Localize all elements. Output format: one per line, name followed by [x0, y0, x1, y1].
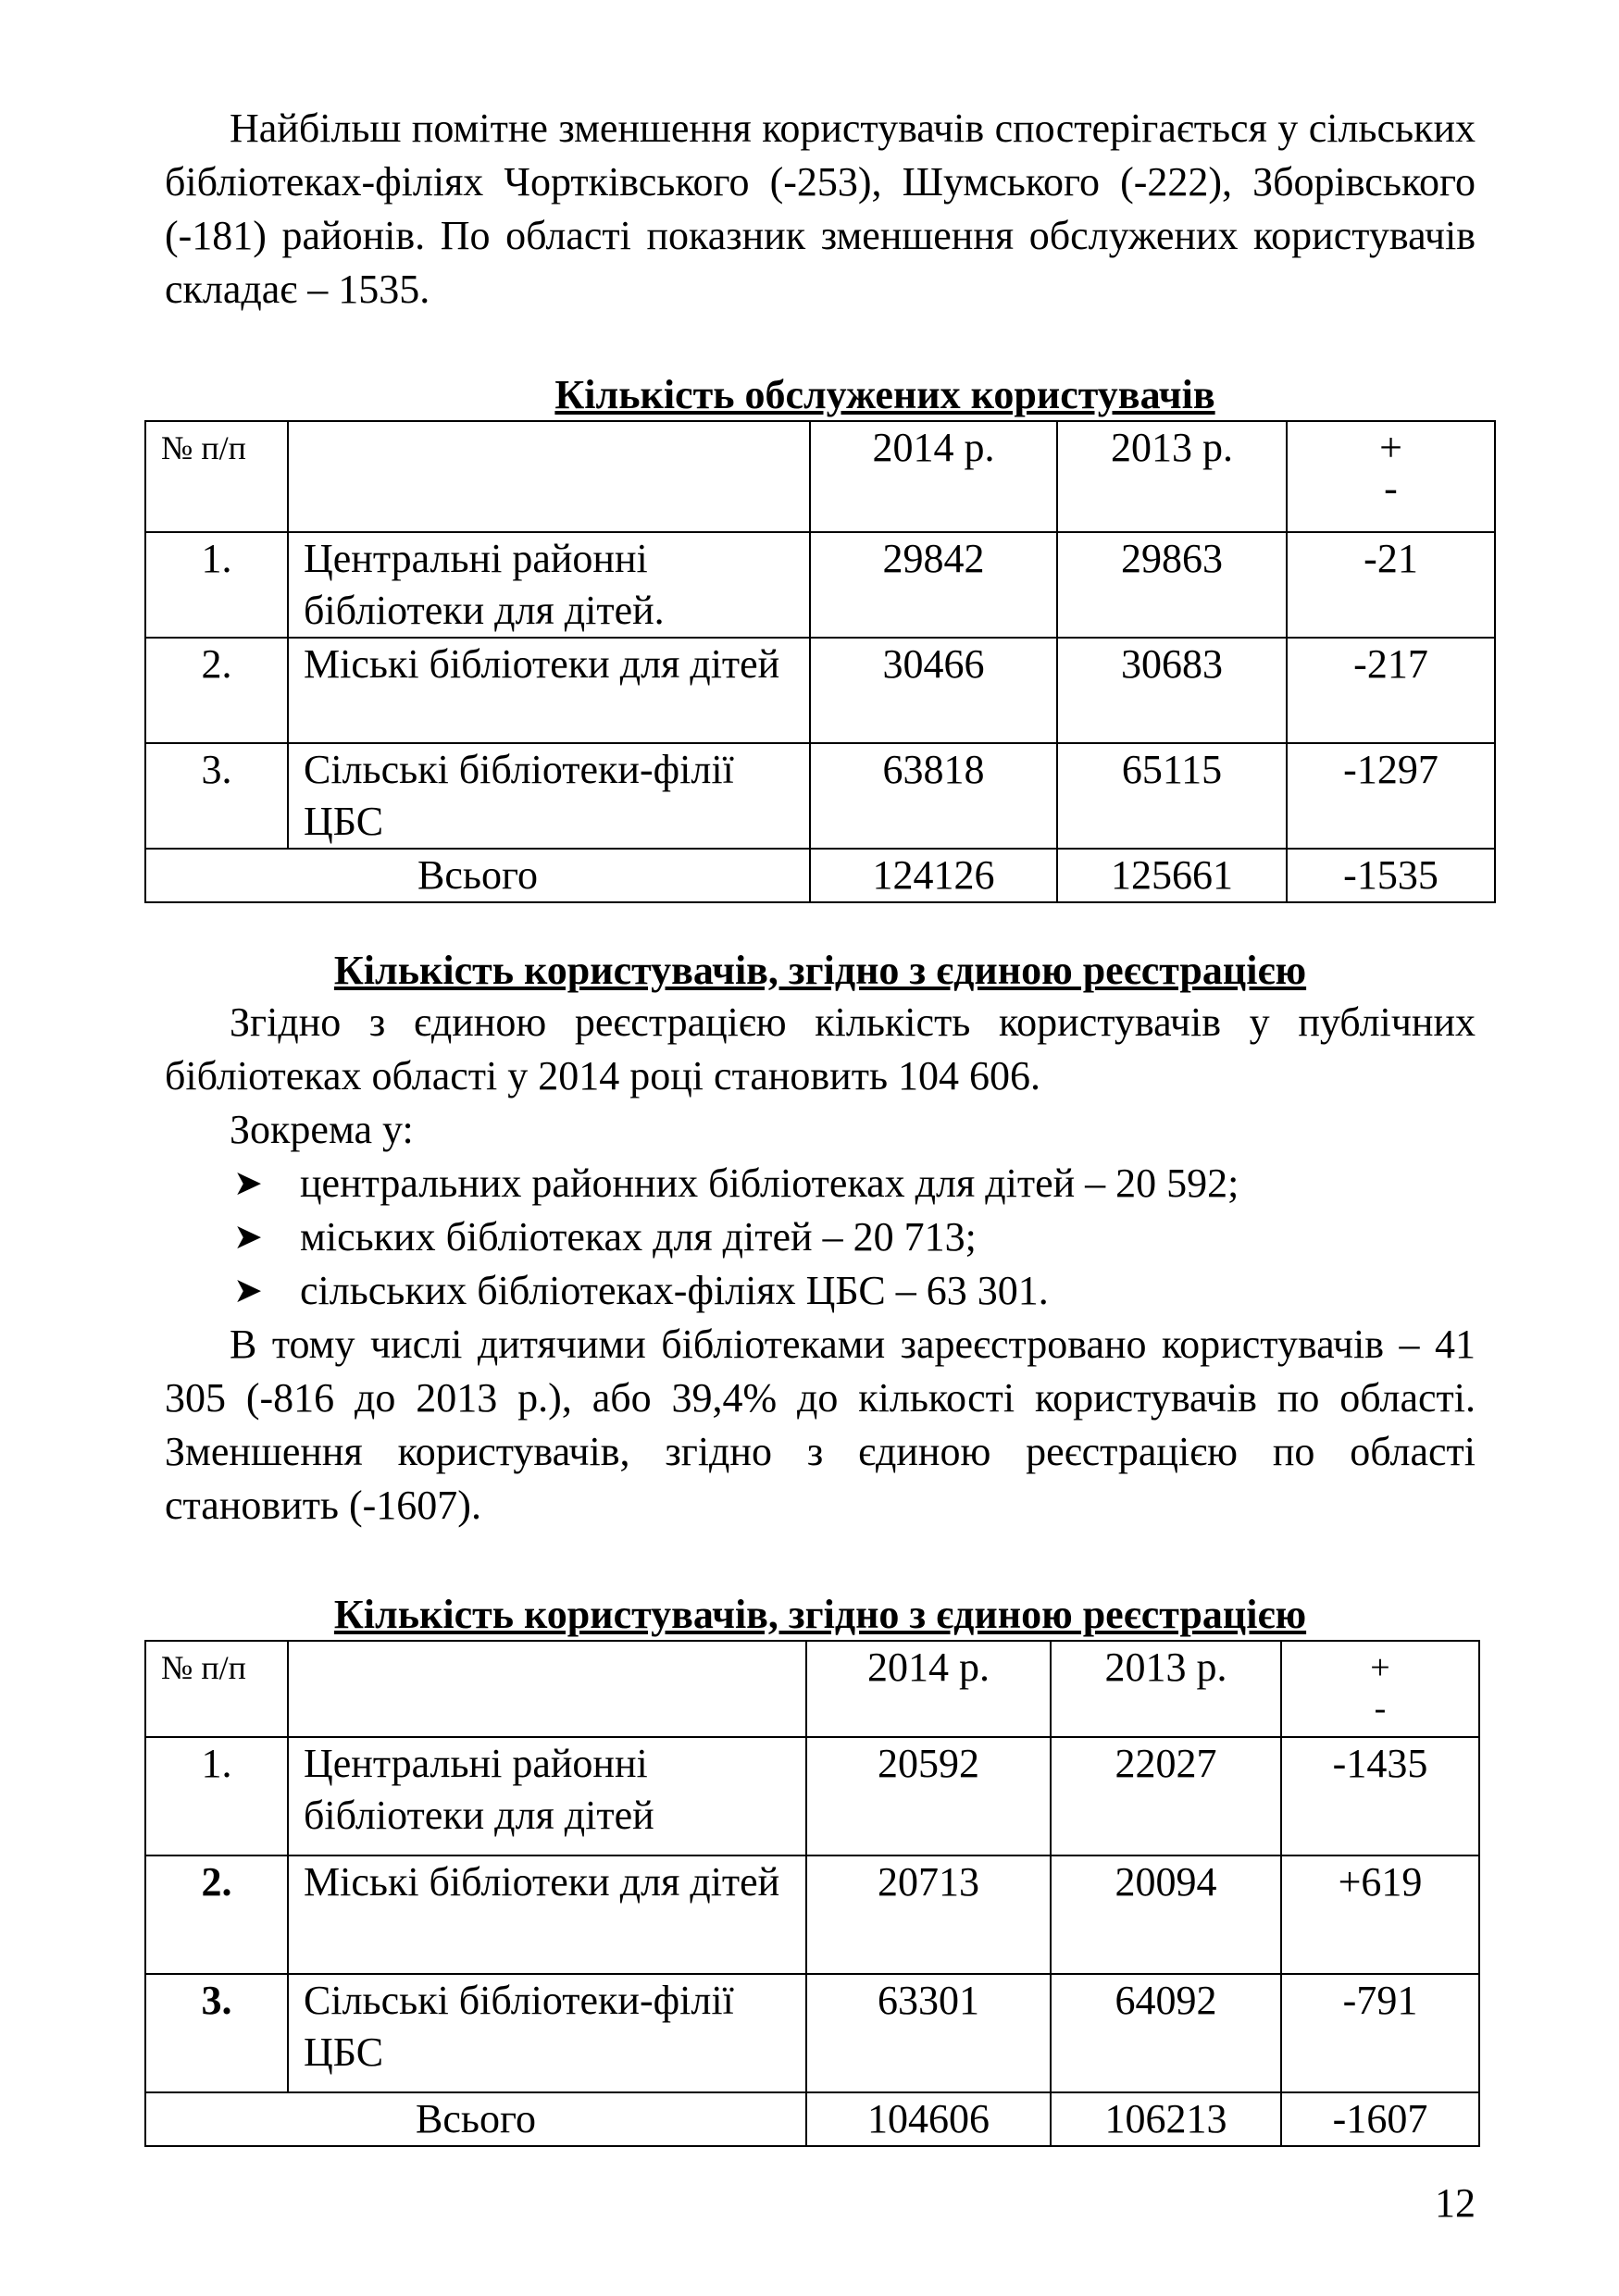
children-paragraph: В тому числі дитячими бібліотеками зареєстровано користувачів – 41 305 (-816 до 2013 р.), або 39,4% до кількості користувачів по області. Зменшення користувачів, згідно з єдиною реєстрацією по області становить (-1607). — [165, 1322, 1476, 1528]
total-label: Всього — [145, 849, 810, 902]
total-2014: 124126 — [810, 849, 1057, 902]
row-2014: 63818 — [810, 743, 1057, 849]
bullet-text: сільських бібліотеках-філіях ЦБС – 63 301. — [300, 1268, 1049, 1313]
registration-section-title: Кількість користувачів, згідно з єдиною реєстрацією — [333, 948, 1307, 993]
header-diff-plus: + — [1370, 1648, 1390, 1687]
header-name — [288, 1641, 806, 1737]
row-name: Центральні районні бібліотеки для дітей. — [288, 532, 810, 638]
total-row — [145, 849, 1495, 902]
served-users-table — [144, 420, 1496, 903]
table-row — [145, 1737, 1479, 1855]
row-num: 1. — [145, 1737, 288, 1855]
header-2013: 2013 р. — [1051, 1641, 1281, 1737]
row-2014: 30466 — [810, 638, 1057, 743]
header-diff — [1281, 1641, 1479, 1737]
bullet-list — [165, 1157, 1476, 1318]
table1-title: Кількість обслужених користувачів — [554, 372, 1215, 417]
total-2013: 125661 — [1057, 849, 1287, 902]
row-diff: -791 — [1281, 1974, 1479, 2092]
list-item — [165, 1264, 1476, 1318]
row-diff: -217 — [1287, 638, 1495, 743]
row-num: 3. — [145, 743, 288, 849]
row-2013: 20094 — [1051, 1855, 1281, 1974]
row-2013: 29863 — [1057, 532, 1287, 638]
arrow-bullet-icon: ➤ — [233, 1218, 263, 1257]
header-2014: 2014 р. — [806, 1641, 1051, 1737]
row-2014: 20713 — [806, 1855, 1051, 1974]
row-name: Міські бібліотеки для дітей — [288, 1855, 806, 1974]
row-diff: -1435 — [1281, 1737, 1479, 1855]
table-header-row — [145, 421, 1495, 532]
header-2013: 2013 р. — [1057, 421, 1287, 532]
intro-paragraph: Найбільш помітне зменшення користувачів спостерігається у сільських бібліотеках-філіях Чортківського (-253), Шумського (-222), Зборівського (-181) районів. По області показник зменшення обслужених користувачів складає – 1535. — [165, 105, 1476, 312]
row-2013: 30683 — [1057, 638, 1287, 743]
row-2013: 65115 — [1057, 743, 1287, 849]
table-row — [145, 743, 1495, 849]
page-number: 12 — [1435, 2180, 1476, 2226]
row-name: Сільські бібліотеки-філії ЦБС — [288, 743, 810, 849]
row-2014: 63301 — [806, 1974, 1051, 2092]
header-num: № п/п — [145, 1641, 288, 1737]
zokrema-line: Зокрема у: — [230, 1107, 414, 1152]
total-row — [145, 2092, 1479, 2146]
row-2014: 29842 — [810, 532, 1057, 638]
arrow-bullet-icon: ➤ — [233, 1164, 263, 1203]
list-item — [165, 1157, 1476, 1210]
table2-title: Кількість користувачів, згідно з єдиною реєстрацією — [333, 1592, 1307, 1637]
table-row — [145, 1855, 1479, 1974]
total-2014: 104606 — [806, 2092, 1051, 2146]
header-num: № п/п — [145, 421, 288, 532]
header-diff-minus: - — [1384, 465, 1398, 511]
table-header-row — [145, 1641, 1479, 1737]
row-name: Міські бібліотеки для дітей — [288, 638, 810, 743]
row-2013: 64092 — [1051, 1974, 1281, 2092]
document-page — [161, 102, 1476, 2147]
arrow-bullet-icon: ➤ — [233, 1272, 263, 1310]
header-name — [288, 421, 810, 532]
table-row — [145, 532, 1495, 638]
header-diff-minus: - — [1374, 1689, 1387, 1728]
row-2014: 20592 — [806, 1737, 1051, 1855]
row-2013: 22027 — [1051, 1737, 1281, 1855]
total-diff: -1607 — [1281, 2092, 1479, 2146]
registered-users-table — [144, 1640, 1480, 2147]
header-2014: 2014 р. — [810, 421, 1057, 532]
registration-paragraph: Згідно з єдиною реєстрацією кількість користувачів у публічних бібліотеках області у 2014 році становить 104 606. — [165, 999, 1476, 1098]
header-diff — [1287, 421, 1495, 532]
row-diff: +619 — [1281, 1855, 1479, 1974]
row-num: 2. — [145, 638, 288, 743]
table-row — [145, 1974, 1479, 2092]
row-name: Центральні районні бібліотеки для дітей — [288, 1737, 806, 1855]
bullet-text: центральних районних бібліотеках для дітей – 20 592; — [300, 1160, 1239, 1206]
total-2013: 106213 — [1051, 2092, 1281, 2146]
list-item — [165, 1210, 1476, 1264]
header-diff-plus: + — [1379, 425, 1402, 470]
row-diff: -1297 — [1287, 743, 1495, 849]
row-diff: -21 — [1287, 532, 1495, 638]
row-num: 2. — [145, 1855, 288, 1974]
total-diff: -1535 — [1287, 849, 1495, 902]
bullet-text: міських бібліотеках для дітей – 20 713; — [300, 1214, 977, 1260]
row-num: 1. — [145, 532, 288, 638]
table-row — [145, 638, 1495, 743]
total-label: Всього — [145, 2092, 806, 2146]
row-name: Сільські бібліотеки-філії ЦБС — [288, 1974, 806, 2092]
row-num: 3. — [145, 1974, 288, 2092]
